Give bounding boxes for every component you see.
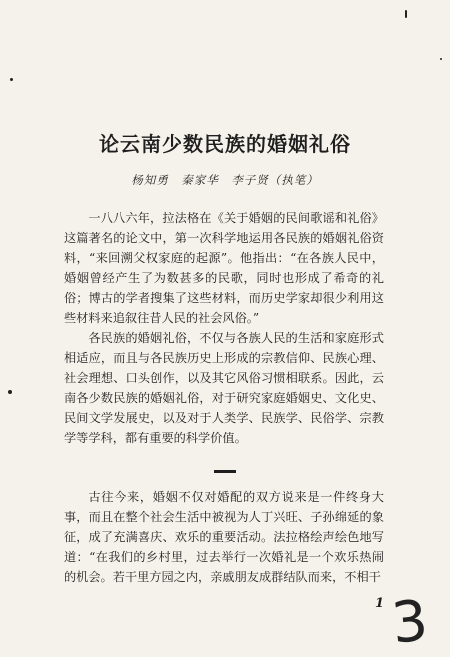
section-divider [214, 470, 236, 473]
paragraph-2: 各民族的婚姻礼俗，不仅与各族人民的生活和家庭形式相适应，而且与各民族历史上形成的宗教信仰、民族心理、社会理想、口头创作，以及其它风俗习惯相联系。因此，云南各少数民族的婚姻礼俗，对于研究家庭婚姻史、文化史、民间文学发展史，以及对于人类学、民族学、民俗学、宗教学等学科，都有重要的科学价值。 [64, 331, 384, 445]
scan-speck [10, 78, 13, 81]
page-number: 1 [375, 596, 385, 611]
scan-speck [440, 58, 442, 60]
scan-speck [8, 390, 12, 394]
paragraph-1: 一八八六年，拉法格在《关于婚姻的民间歌谣和礼俗》这篇著名的论文中，第一次科学地运用各民族的婚姻礼俗资料，“来回溯父权家庭的起源”。他指出：“在各族人民中，婚姻曾经产生了为数甚多的民歌，同时也形成了希奇的礼俗；博古的学者搜集了这些材料，而历史学家却很少利用这些材料来追叙往昔人民的社会风俗。” [64, 211, 384, 325]
article-authors: 杨知勇 秦家华 李子贤（执笔） [131, 173, 319, 187]
scan-speck [405, 10, 407, 18]
handwritten-mark: 3 [388, 588, 431, 657]
article-title: 论云南少数民族的婚姻礼俗 [99, 132, 351, 156]
paragraph-3: 古往今来，婚姻不仅对婚配的双方说来是一件终身大事，而且在整个社会生活中被视为人丁兴旺、子孙绵延的象征，成了充满喜庆、欢乐的重要活动。法拉格绘声绘色地写道：“在我们的乡村里，过去举行一次婚礼是一个欢乐热闹的机会。若干里方园之内，亲戚朋友成群结队而来，不相干 [64, 490, 384, 584]
